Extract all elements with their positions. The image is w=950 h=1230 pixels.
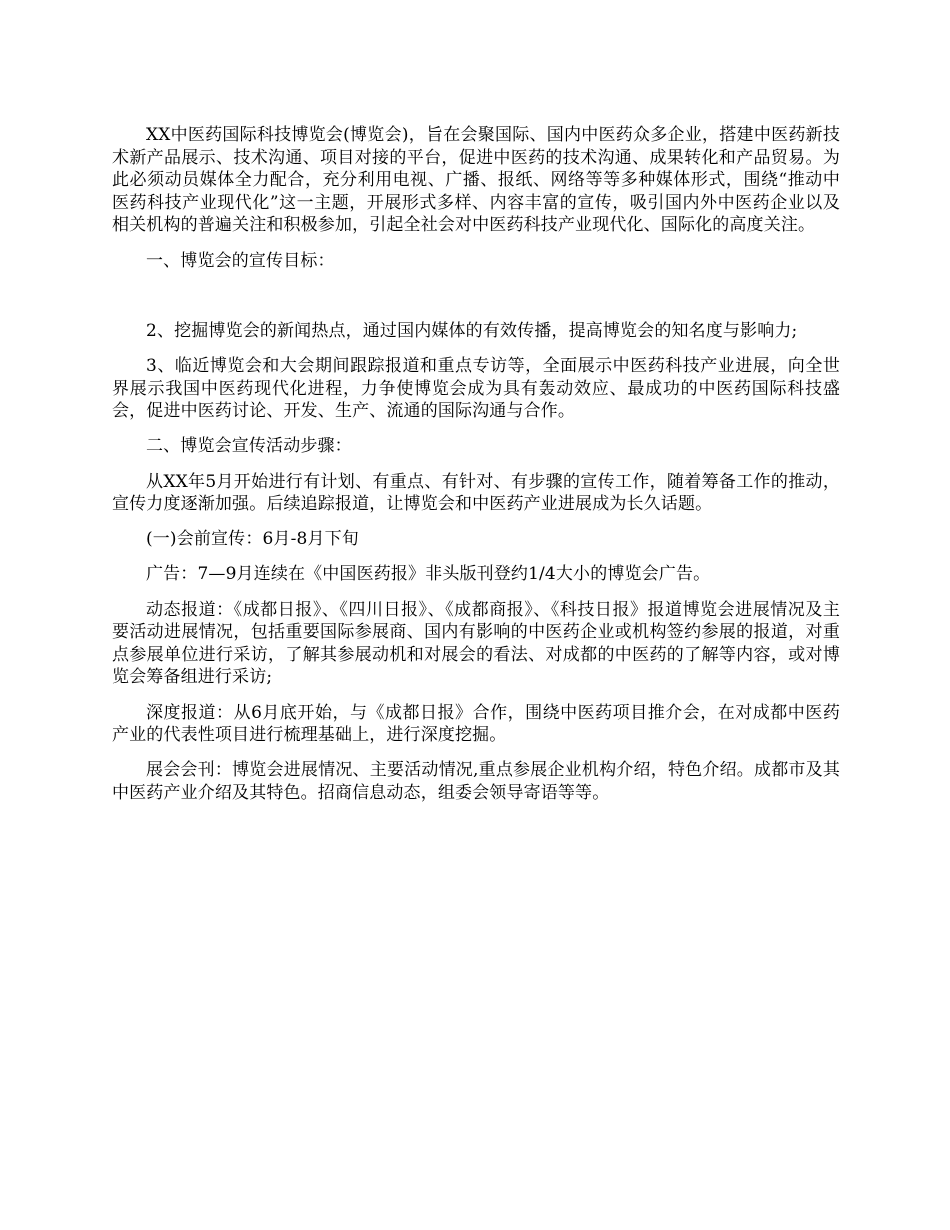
goal-item-3: 3、临近博览会和大会期间跟踪报道和重点专访等，全面展示中医药科技产业进展，向全世界展示我国中医药现代化进程，力争使博览会成为具有轰动效应、最成功的中医药国际科技盛会，促进中医药讨论、开发、生产、流通的国际沟通与合作。 — [112, 355, 840, 422]
section-heading-steps: 二、博览会宣传活动步骤： — [146, 436, 352, 457]
advertising-paragraph: 广告：7—9月连续在《中国医药报》非头版刊登约1/4大小的博览会广告。 — [146, 564, 711, 585]
steps-paragraph: 从XX年5月开始进行有计划、有重点、有针对、有步骤的宣传工作，随着筹备工作的推动，宣传力度逐渐加强。后续追踪报道，让博览会和中医药产业进展成为长久话题。 — [112, 471, 840, 515]
pre-event-heading: (一)会前宣传：6月-8月下旬 — [146, 529, 359, 550]
section-heading-goals: 一、博览会的宣传目标： — [146, 250, 335, 271]
in-depth-report-paragraph: 深度报道：从6月底开始，与《成都日报》合作，围绕中医药项目推介会，在对成都中医药产业的代表性项目进行梳理基础上，进行深度挖掘。 — [112, 702, 840, 746]
news-report-paragraph: 动态报道：《成都日报》、《四川日报》、《成都商报》、《科技日报》报道博览会进展情况及主要活动进展情况，包括重要国际参展商、国内有影响的中医药企业或机构签约参展的报道，对重点参展单位进行采访，了解其参展动机和对展会的看法、对成都的中医药的了解等内容，或对博览会筹备组进行采访; — [112, 599, 840, 688]
exhibition-journal-paragraph: 展会会刊：博览会进展情况、主要活动情况,重点参展企业机构介绍，特色介绍。成都市及其中医药产业介绍及其特色。招商信息动态，组委会领导寄语等等。 — [112, 760, 840, 803]
document-page — [112, 124, 840, 817]
blank-gap — [112, 285, 840, 320]
goal-item-2: 2、挖掘博览会的新闻热点，通过国内媒体的有效传播，提高博览会的知名度与影响力; — [146, 320, 798, 341]
intro-paragraph: XX中医药国际科技博览会(博览会)，旨在会聚国际、国内中医药众多企业，搭建中医药新技术新产品展示、技术沟通、项目对接的平台，促进中医药的技术沟通、成果转化和产品贸易。为此必须动员媒体全力配合，充分利用电视、广播、报纸、网络等等多种媒体形式，围绕“推动中医药科技产业现代化”这一主题，开展形式多样、内容丰富的宣传，吸引国内外中医药企业以及相关机构的普遍关注和积极参加，引起全社会对中医药科技产业现代化、国际化的高度关注。 — [112, 125, 840, 236]
